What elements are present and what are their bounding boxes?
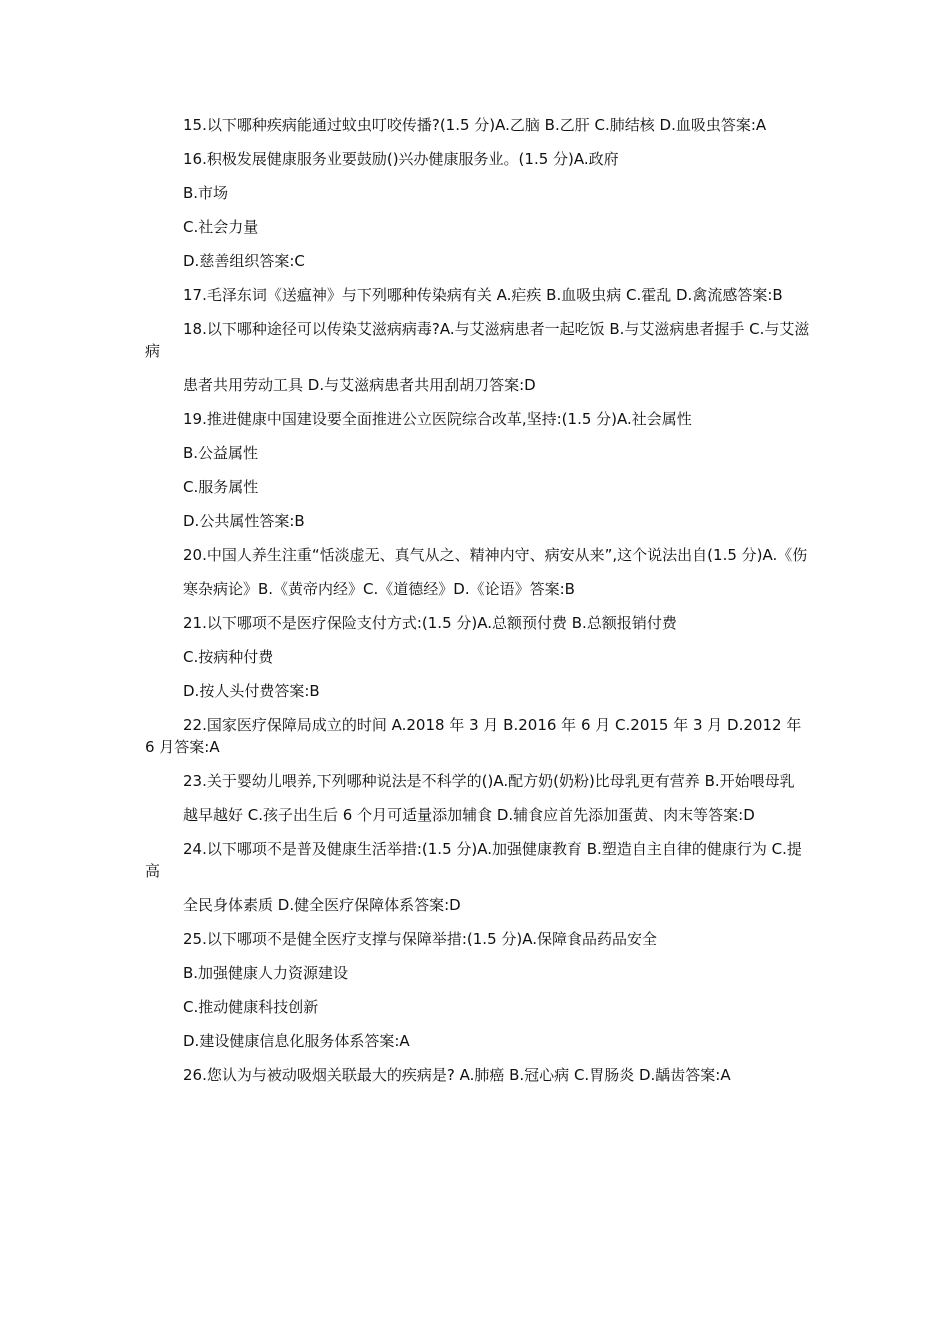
paragraph-q20: 20.中国人养生注重“恬淡虚无、真气从之、精神内守、病安从来”,这个说法出自(1.5 分)A.《伤 (183, 546, 808, 564)
paragraph-q24-cont: 全民身体素质 D.健全医疗保障体系答案:D (183, 896, 461, 914)
paragraph-q19-b: B.公益属性 (183, 444, 259, 462)
paragraph-q25-d: D.建设健康信息化服务体系答案:A (183, 1032, 410, 1050)
paragraph-q16-d: D.慈善组织答案:C (183, 252, 305, 270)
paragraph-q17: 17.毛泽东词《送瘟神》与下列哪种传染病有关 A.疟疾 B.血吸虫病 C.霍乱 D.禽流感答案:B (183, 286, 783, 304)
paragraph-q19-d: D.公共属性答案:B (183, 512, 305, 530)
paragraph-q21-c: C.按病种付费 (183, 648, 274, 666)
paragraph-q25-c: C.推动健康科技创新 (183, 998, 319, 1016)
paragraph-q18-cont: 患者共用劳动工具 D.与艾滋病患者共用刮胡刀答案:D (183, 376, 536, 394)
paragraph-q21: 21.以下哪项不是医疗保险支付方式:(1.5 分)A.总额预付费 B.总额报销付费 (183, 614, 677, 632)
paragraph-q25: 25.以下哪项不是健全医疗支撑与保障举措:(1.5 分)A.保障食品药品安全 (183, 930, 658, 948)
paragraph-q22: 22.国家医疗保障局成立的时间 A.2018 年 3 月 B.2016 年 6 月 C.2015 年 3 月 D.2012 年 6 月答案:A (145, 716, 802, 756)
paragraph-q24: 24.以下哪项不是普及健康生活举措:(1.5 分)A.加强健康教育 B.塑造自主自律的健康行为 C.提高 (145, 840, 802, 880)
document-body (145, 114, 810, 1098)
paragraph-q15: 15.以下哪种疾病能通过蚊虫叮咬传播?(1.5 分)A.乙脑 B.乙肝 C.肺结核 D.血吸虫答案:A (183, 116, 767, 134)
paragraph-q26: 26.您认为与被动吸烟关联最大的疾病是? A.肺癌 B.冠心病 C.胃肠炎 D.龋齿答案:A (183, 1066, 731, 1084)
paragraph-q19: 19.推进健康中国建设要全面推进公立医院综合改革,坚持:(1.5 分)A.社会属性 (183, 410, 692, 428)
paragraph-q16: 16.积极发展健康服务业要鼓励()兴办健康服务业。(1.5 分)A.政府 (183, 150, 619, 168)
paragraph-q16-c: C.社会力量 (183, 218, 259, 236)
paragraph-q16-b: B.市场 (183, 184, 229, 202)
paragraph-q19-c: C.服务属性 (183, 478, 259, 496)
paragraph-q21-d: D.按人头付费答案:B (183, 682, 320, 700)
paragraph-q25-b: B.加强健康人力资源建设 (183, 964, 349, 982)
paragraph-q23-cont: 越早越好 C.孩子出生后 6 个月可适量添加辅食 D.辅食应首先添加蛋黄、肉末等答案:D (183, 806, 755, 824)
paragraph-q20-cont: 寒杂病论》B.《黄帝内经》C.《道德经》D.《论语》答案:B (183, 580, 575, 598)
paragraph-q23: 23.关于婴幼儿喂养,下列哪种说法是不科学的()A.配方奶(奶粉)比母乳更有营养 B.开始喂母乳 (183, 772, 795, 790)
paragraph-q18: 18.以下哪种途径可以传染艾滋病病毒?A.与艾滋病患者一起吃饭 B.与艾滋病患者握手 C.与艾滋病 (145, 320, 810, 360)
